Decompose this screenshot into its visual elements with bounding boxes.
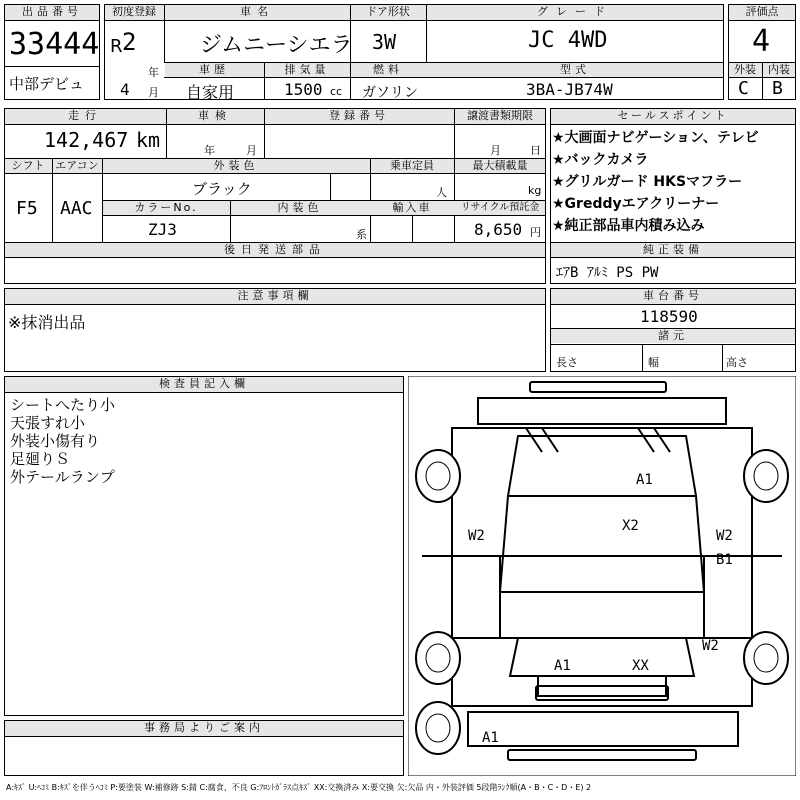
int-color-label: 内装色 [277,201,323,214]
int-color-unit: 系 [356,228,367,241]
history-value: 自家用 [186,83,235,102]
sales-point: ★大画面ナビゲーション、テレビ [552,130,759,146]
rear-window [510,638,694,676]
doc-deadline-label: 譲渡書類期限 [467,109,533,122]
inspector-label: 検査員記入欄 [5,377,403,392]
recycle-unit: 円 [530,226,541,239]
capacity-label: 乗車定員 [390,159,434,172]
front-left-tire [416,450,460,502]
mark-x2: X2 [622,518,639,534]
sales-point: ★Greddyエアクリーナー [552,196,720,212]
sales-point: ★グリルガード HKSマフラー [552,174,743,190]
fuel-label: 燃料 [373,63,403,76]
sales-point: ★バックカメラ [552,152,649,168]
inspector-line: 外テールランプ [10,468,115,486]
ext-grade: C [738,78,749,99]
mark-w2-left: W2 [468,528,485,544]
mark-a1-spare: A1 [482,730,499,746]
body-top [452,428,752,556]
int-grade: B [772,78,783,99]
tailgate [468,712,738,746]
mark-a1-rear: A1 [554,658,571,674]
import-label: 輸入車 [392,201,432,214]
history-label: 車歴 [199,63,229,76]
ac-value: AAC [60,198,93,219]
lot-number: 33444 [9,27,100,62]
mark-w2-rear-right: W2 [702,638,719,654]
roof [500,496,704,592]
rear-plate-strip [508,750,696,760]
reg-year-unit: 年 [148,66,159,79]
max-load-unit: kg [528,184,542,197]
insp-month-unit: 月 [246,144,257,157]
ext-color-label: 外装色 [213,159,259,172]
equip-value: ｴｱB ｱﾙﾐ PS PW [556,265,659,281]
ac-label: エアコン [55,159,99,172]
venue-label: 中部デビュ [9,75,85,93]
fuel-value: ガソリン [362,85,418,101]
door-label: ドア形状 [366,5,410,18]
height-label: 高さ [726,356,748,369]
right-door [704,556,752,638]
grade: JC 4WD [528,28,608,53]
first-reg-label: 初度登録 [112,5,156,18]
doc-month-unit: 月 [490,144,501,157]
inspector-line: シートへたり小 [10,396,116,414]
int-grade-label: 内装 [768,63,790,76]
spare-tire [416,702,460,754]
inspector-line: 足廻りＳ [10,450,71,468]
model-name: ジムニーシエラ [200,33,353,58]
front-right-tire [744,450,788,502]
ext-grade-label: 外装 [734,63,756,76]
reg-month-unit: 月 [148,86,159,99]
cc-value: 1500 [284,80,323,99]
lot-number-box [4,4,100,100]
office-label: 事務局よりご案内 [5,721,403,736]
ext-color-value: ブラック [192,180,252,198]
inspector-line: 天張すれ小 [10,414,86,432]
hood-outline [478,398,726,424]
length-label: 長さ [556,356,578,369]
grille-right [638,428,670,452]
capacity-unit: 人 [436,186,447,199]
reg-year: 2 [122,28,137,56]
mark-xx: XX [632,658,649,674]
inspection-label: 車検 [198,109,232,122]
legend: A:ｷｽﾞ U:ﾍｺﾐ B:ｷｽﾞを伴うﾍｺﾐ P:要塗装 W:補修跡 S:錆 C:腐食、不良 G:ﾌﾛﾝﾄｶﾞﾗｽ点ｷｽﾞ XX:交換済み X:要交換 欠:欠品 内・外装評価 5段階ﾗﾝｸ順(A・B・C・D・E) 2 [6,783,592,792]
later-parts-label: 後日発送部品 [224,243,326,256]
mileage-value: 142,467 [44,128,129,152]
type-value: 3BA-JB74W [526,80,613,99]
inspector-line: 外装小傷有り [10,432,101,450]
car-diagram [408,376,796,776]
shift-label: シフト [11,159,45,172]
dims-label: 諸元 [551,329,795,343]
color-no-value: ZJ3 [148,220,177,239]
color-no-label: カラーNo. [134,201,198,214]
score-value: 4 [752,24,771,59]
rear-right-tire [744,632,788,684]
type-label: 型式 [560,63,590,76]
notes-label: 注意事項欄 [5,289,545,304]
sales-point: ★純正部品車内積み込み [552,218,705,234]
cc-unit: cc [330,85,343,98]
score-label: 評価点 [729,5,795,20]
notes-text: ※抹消出品 [8,313,86,332]
rear-bumper-strip [536,686,668,700]
equip-label: 純正装備 [551,243,795,257]
model-label: 車名 [240,5,274,18]
mark-a1-roof: A1 [636,472,653,488]
mark-w2-right: W2 [716,528,733,544]
grade-label: グレード [537,5,613,18]
recycle-label: リサイクル預託金 [460,202,540,213]
door-type: 3W [372,30,397,54]
rear-left-tire [416,632,460,684]
reg-month: 4 [120,80,130,99]
era: R [110,36,123,57]
insp-year-unit: 年 [204,144,215,157]
mileage-unit: km [136,128,161,152]
doc-day-unit: 日 [530,144,541,157]
cc-label: 排気量 [284,63,330,76]
grille-left [526,428,558,452]
shift-value: F5 [16,198,38,219]
recycle-value: 8,650 [474,220,523,239]
plate-label: 登録番号 [329,109,389,122]
left-door [452,556,500,638]
chassis-value: 118590 [640,307,698,326]
chassis-label: 車台番号 [551,289,795,304]
sales-label: セールスポイント [551,109,795,124]
mark-b1: B1 [716,552,733,568]
front-bumper-strip [530,382,666,392]
mileage-label: 走行 [68,109,102,122]
max-load-label: 最大積載量 [472,159,528,172]
width-label: 幅 [648,356,659,369]
lot-number-label: 出品番号 [5,5,99,21]
